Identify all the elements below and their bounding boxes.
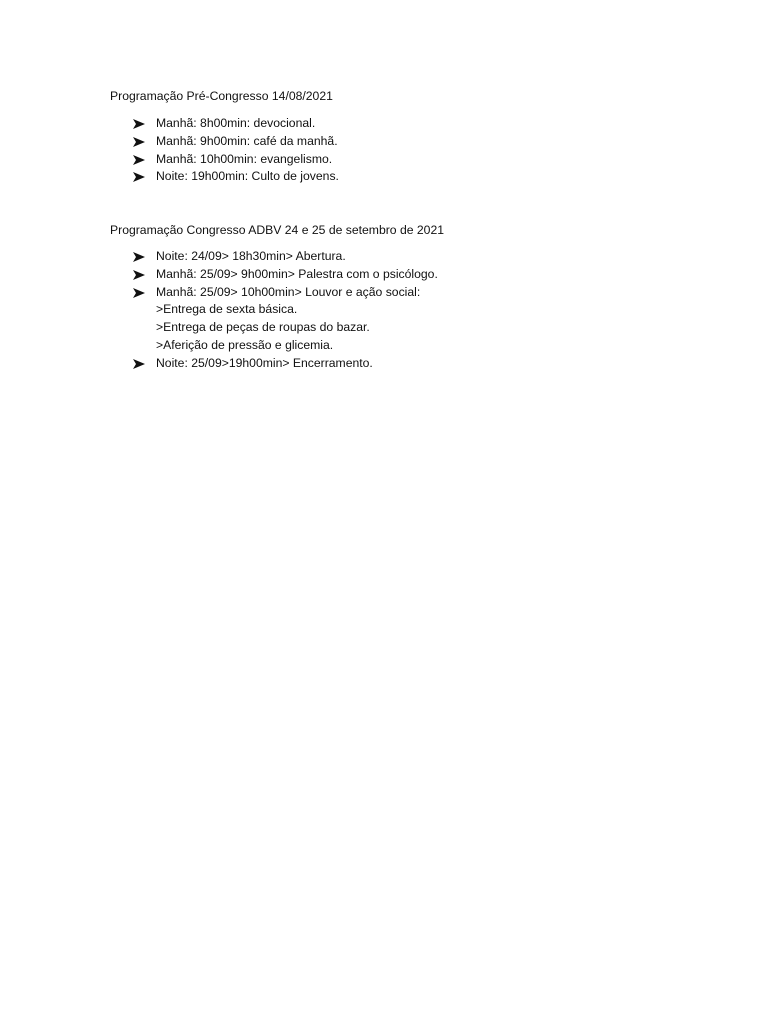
list-item <box>133 284 438 355</box>
list-item-text: Manhã: 25/09> 9h00min> Palestra com o psicólogo. <box>156 266 438 281</box>
section-title-pre-congresso: Programação Pré-Congresso 14/08/2021 <box>110 89 333 103</box>
arrowhead-bullet-icon <box>133 288 145 298</box>
list-item-text: Manhã: 8h00min: devocional. <box>156 116 316 130</box>
list-item-text: Manhã: 9h00min: café da manhã. <box>156 133 338 148</box>
pre-congresso-list <box>133 115 339 186</box>
sub-item-text: >Entrega de peças de roupas do bazar. <box>156 320 370 335</box>
sub-item-text: >Aferição de pressão e glicemia. <box>156 337 334 352</box>
arrowhead-bullet-icon <box>133 119 145 129</box>
list-item <box>133 151 339 169</box>
list-item-text: Noite: 24/09> 18h30min> Abertura. <box>156 249 346 263</box>
list-item <box>133 266 438 284</box>
list-item <box>133 168 339 186</box>
arrowhead-bullet-icon <box>133 359 145 369</box>
arrowhead-bullet-icon <box>133 172 145 182</box>
arrowhead-bullet-icon <box>133 252 145 262</box>
list-item-text: Noite: 25/09>19h00min> Encerramento. <box>156 355 373 370</box>
arrowhead-bullet-icon <box>133 155 145 165</box>
congresso-list <box>133 248 438 373</box>
list-item-text: Manhã: 10h00min: evangelismo. <box>156 151 333 166</box>
section-title-congresso: Programação Congresso ADBV 24 e 25 de setembro de 2021 <box>110 223 445 237</box>
sub-item-text: >Entrega de sexta básica. <box>156 302 298 317</box>
list-item <box>133 115 339 133</box>
list-item-text: Noite: 19h00min: Culto de jovens. <box>156 169 339 184</box>
list-item-text: Manhã: 25/09> 10h00min> Louvor e ação social: <box>156 284 421 299</box>
list-item <box>133 133 339 151</box>
arrowhead-bullet-icon <box>133 137 145 147</box>
arrowhead-bullet-icon <box>133 270 145 280</box>
list-item <box>133 355 438 373</box>
list-item <box>133 248 438 266</box>
